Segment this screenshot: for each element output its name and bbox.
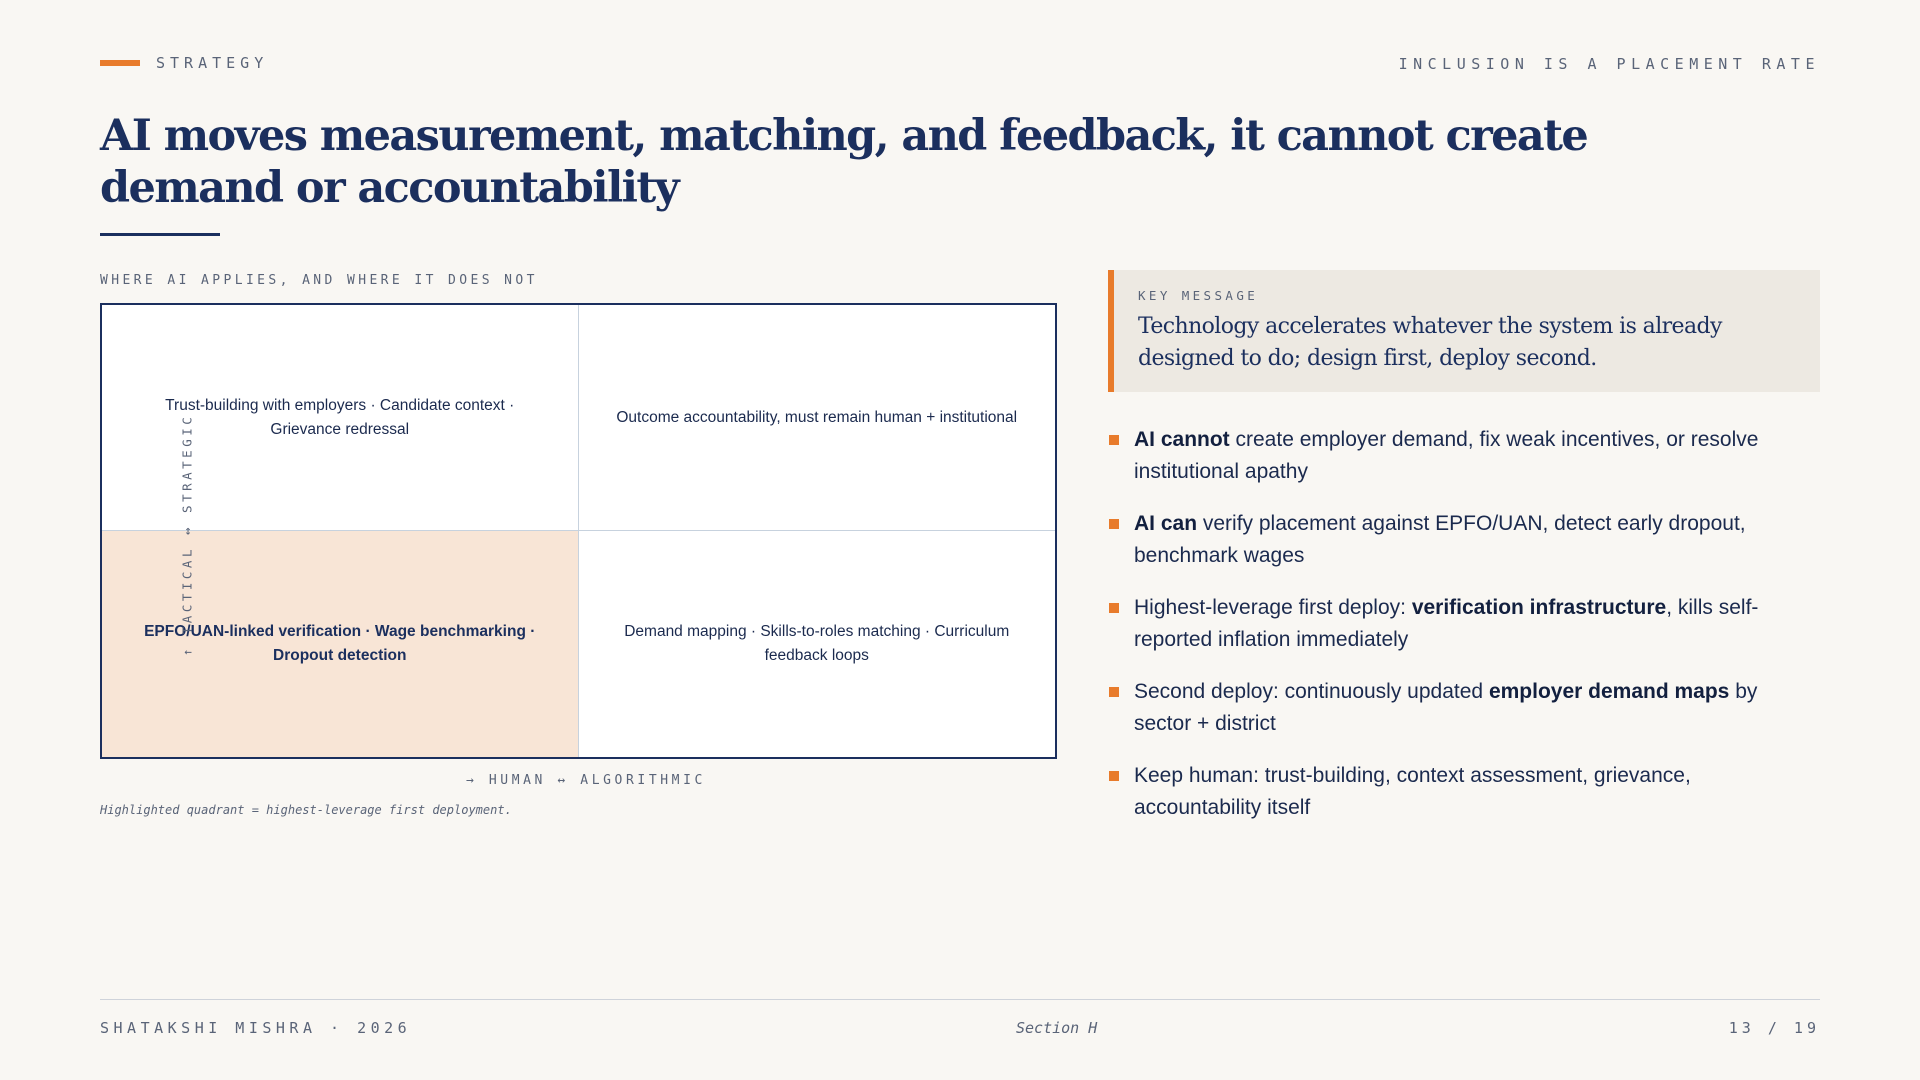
section-eyebrow xyxy=(100,54,268,72)
matrix-label: WHERE AI APPLIES, AND WHERE IT DOES NOT xyxy=(100,273,538,288)
ai-applicability-matrix xyxy=(100,303,1057,759)
x-axis-label: → HUMAN ↔ ALGORITHMIC xyxy=(466,773,706,788)
matrix-cell-strategic-human: Trust-building with employers · Candidate context · Grievance redressal xyxy=(102,305,579,531)
matrix-cell-tactical-algorithmic: Demand mapping · Skills-to-roles matching · Curriculum feedback loops xyxy=(624,623,1010,664)
matrix-cell-tactical-human-highlighted: EPFO/UAN-linked verification · Wage benchmarking · Dropout detection xyxy=(102,531,579,757)
bullet-square-icon xyxy=(1109,771,1119,781)
deck-title: INCLUSION IS A PLACEMENT RATE xyxy=(1398,55,1820,73)
bullet-square-icon xyxy=(1109,519,1119,529)
footer-section: Section H xyxy=(1016,1019,1098,1037)
page-number: 13 / 19 xyxy=(1728,1019,1820,1037)
y-axis-label: ↑ TACTICAL ↔ STRATEGIC xyxy=(179,413,195,657)
section-label: STRATEGY xyxy=(156,54,269,72)
key-message-label: KEY MESSAGE xyxy=(1138,288,1259,303)
key-message-text: Technology accelerates whatever the system is already designed to do; design first, deploy second. xyxy=(1138,314,1722,371)
key-message-box xyxy=(1108,270,1820,392)
bullet-item: AI cannot create employer demand, fix weak incentives, or resolve institutional apathy xyxy=(1108,424,1820,488)
bullet-item: Keep human: trust-building, context assessment, grievance, accountability itself xyxy=(1108,760,1820,824)
title-underline xyxy=(100,233,220,236)
footer-author: SHATAKSHI MISHRA · 2026 xyxy=(100,1019,412,1037)
matrix-caption: Highlighted quadrant = highest-leverage first deployment. xyxy=(100,803,512,817)
bullet-item: Highest-leverage first deploy: verification infrastructure, kills self-reported inflation immediately xyxy=(1108,592,1820,656)
bullet-square-icon xyxy=(1109,687,1119,697)
bullet-list xyxy=(1108,424,1820,844)
accent-bar xyxy=(100,60,140,66)
bullet-square-icon xyxy=(1109,435,1119,445)
footer-divider xyxy=(100,999,1820,1000)
bullet-item: Second deploy: continuously updated employer demand maps by sector + district xyxy=(1108,676,1820,740)
bullet-square-icon xyxy=(1109,603,1119,613)
slide-title: AI moves measurement, matching, and feedback, it cannot create demand or accountability xyxy=(100,111,1588,213)
matrix-cell-strategic-algorithmic: Outcome accountability, must remain human + institutional xyxy=(579,305,1056,531)
bullet-item: AI can verify placement against EPFO/UAN, detect early dropout, benchmark wages xyxy=(1108,508,1820,572)
